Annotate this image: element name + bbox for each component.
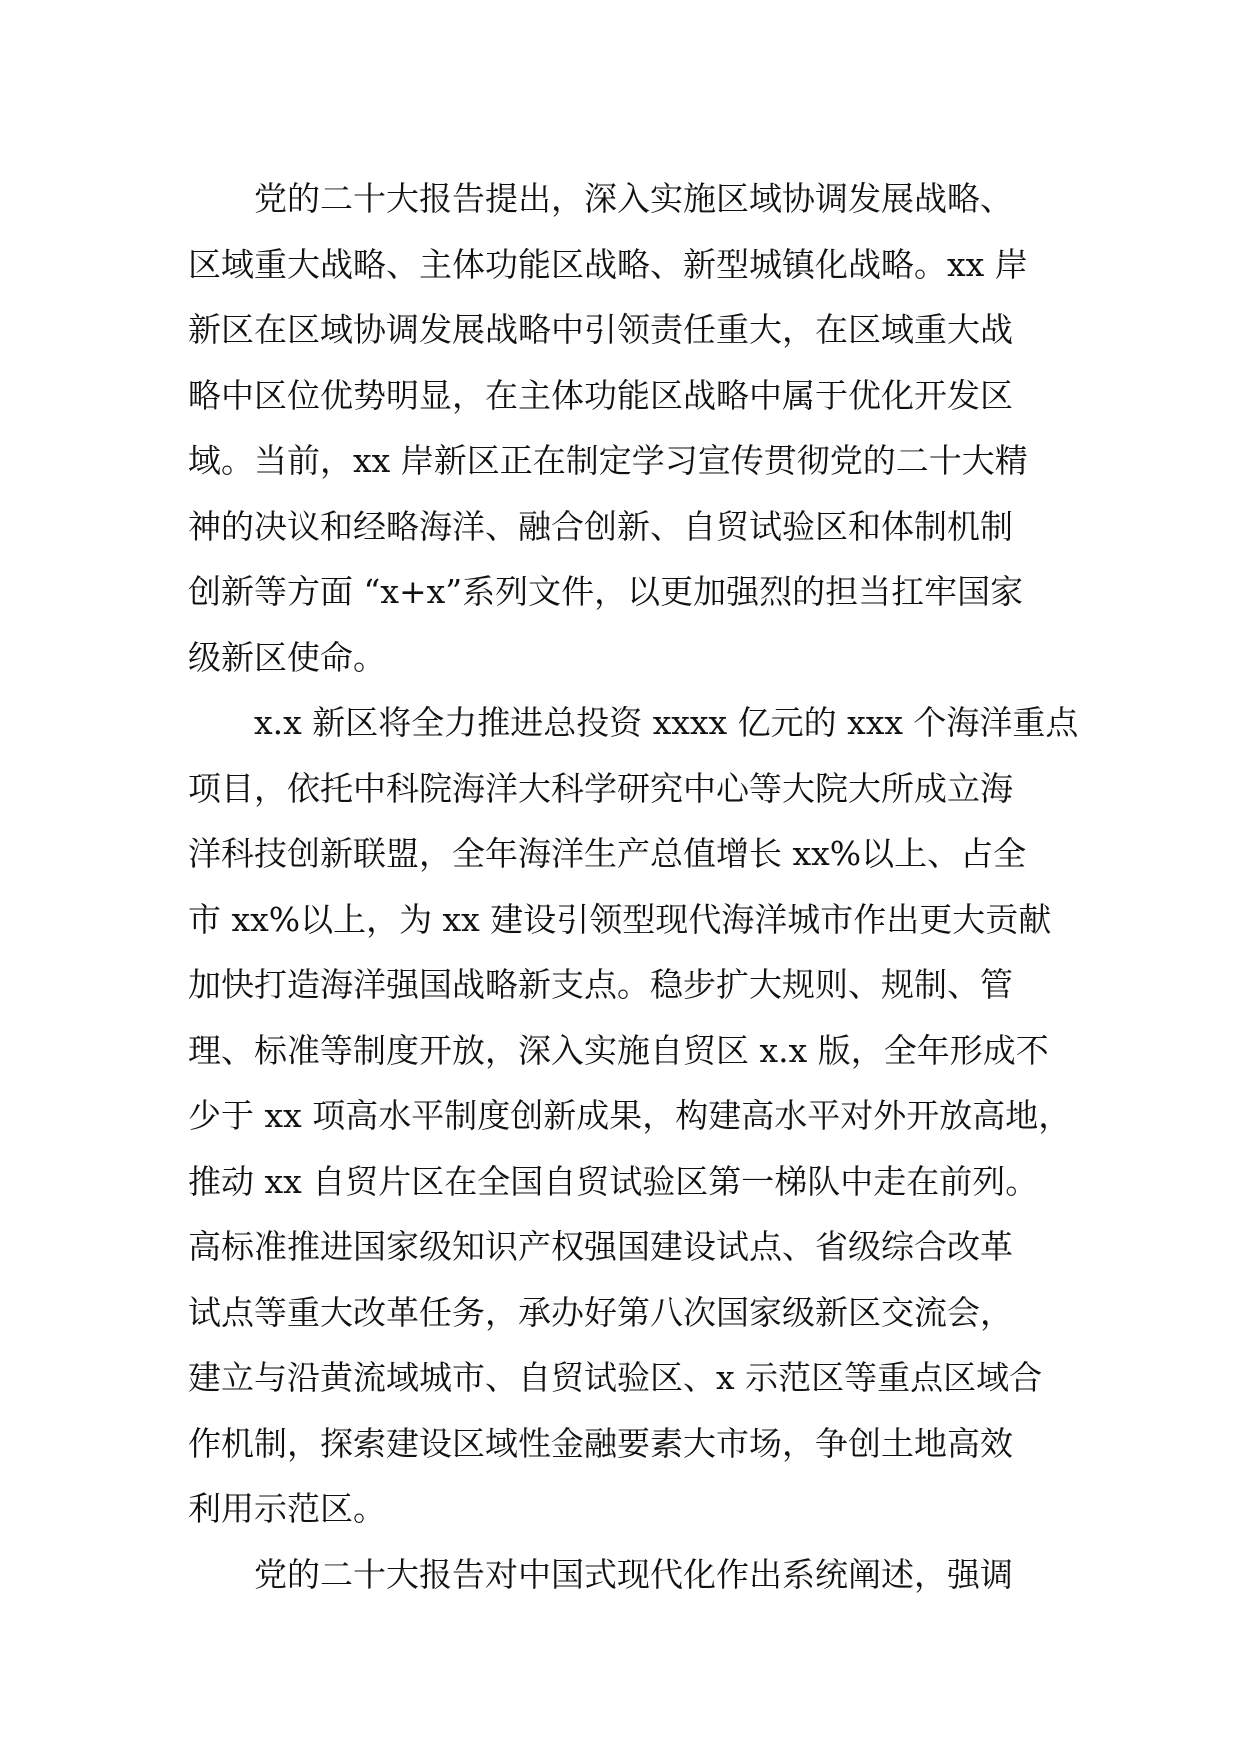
text-line: 高标准推进国家级知识产权强国建设试点、省级综合改革 bbox=[188, 1227, 1013, 1266]
text-line: 利用示范区。 bbox=[188, 1489, 386, 1528]
text-line: 洋科技创新联盟，全年海洋生产总值增长 xx%以上、占全 bbox=[188, 834, 1027, 873]
text-line: 少于 xx 项高水平制度创新成果，构建高水平对外开放高地， bbox=[188, 1096, 1072, 1135]
text-line: 神的决议和经略海洋、融合创新、自贸试验区和体制机制 bbox=[188, 506, 1013, 546]
paragraph-1 bbox=[188, 166, 1068, 690]
text-line: 党的二十大报告提出，深入实施区域协调发展战略、 bbox=[254, 179, 1013, 218]
text-line: 推动 xx 自贸片区在全国自贸试验区第一梯队中走在前列。 bbox=[188, 1161, 1039, 1201]
text-line: 创新等方面 “x+x”系列文件，以更加强烈的担当扛牢国家 bbox=[188, 572, 1024, 611]
text-line: 理、标准等制度开放，深入实施自贸区 x.x 版，全年形成不 bbox=[188, 1030, 1049, 1070]
text-line: 项目，依托中科院海洋大科学研究中心等大院大所成立海 bbox=[188, 768, 1013, 808]
text-line: 市 xx%以上，为 xx 建设引领型现代海洋城市作出更大贡献 bbox=[188, 899, 1052, 939]
text-line: 建立与沿黄流域城市、自贸试验区、x 示范区等重点区域合 bbox=[188, 1358, 1043, 1397]
text-line: 略中区位优势明显，在主体功能区战略中属于优化开发区 bbox=[188, 375, 1013, 415]
text-line: 区域重大战略、主体功能区战略、新型城镇化战略。xx 岸 bbox=[188, 244, 1028, 284]
text-line: 新区在区域协调发展战略中引领责任重大，在区域重大战 bbox=[188, 310, 1013, 349]
paragraph-3 bbox=[188, 1542, 1068, 1608]
text-line: 级新区使命。 bbox=[188, 637, 386, 677]
text-line: 加快打造海洋强国战略新支点。稳步扩大规则、规制、管 bbox=[188, 965, 1013, 1004]
text-line: 作机制，探索建设区域性金融要素大市场，争创土地高效 bbox=[188, 1423, 1013, 1463]
paragraph-2 bbox=[188, 690, 1079, 1542]
text-line: x.x 新区将全力推进总投资 xxxx 亿元的 xxx 个海洋重点 bbox=[254, 703, 1079, 742]
text-line: 试点等重大改革任务，承办好第八次国家级新区交流会， bbox=[188, 1292, 1013, 1332]
document-body bbox=[188, 166, 1079, 1607]
text-line: 党的二十大报告对中国式现代化作出系统阐述，强调 bbox=[254, 1554, 1013, 1594]
text-line: 域。当前，xx 岸新区正在制定学习宣传贯彻党的二十大精 bbox=[188, 441, 1028, 480]
